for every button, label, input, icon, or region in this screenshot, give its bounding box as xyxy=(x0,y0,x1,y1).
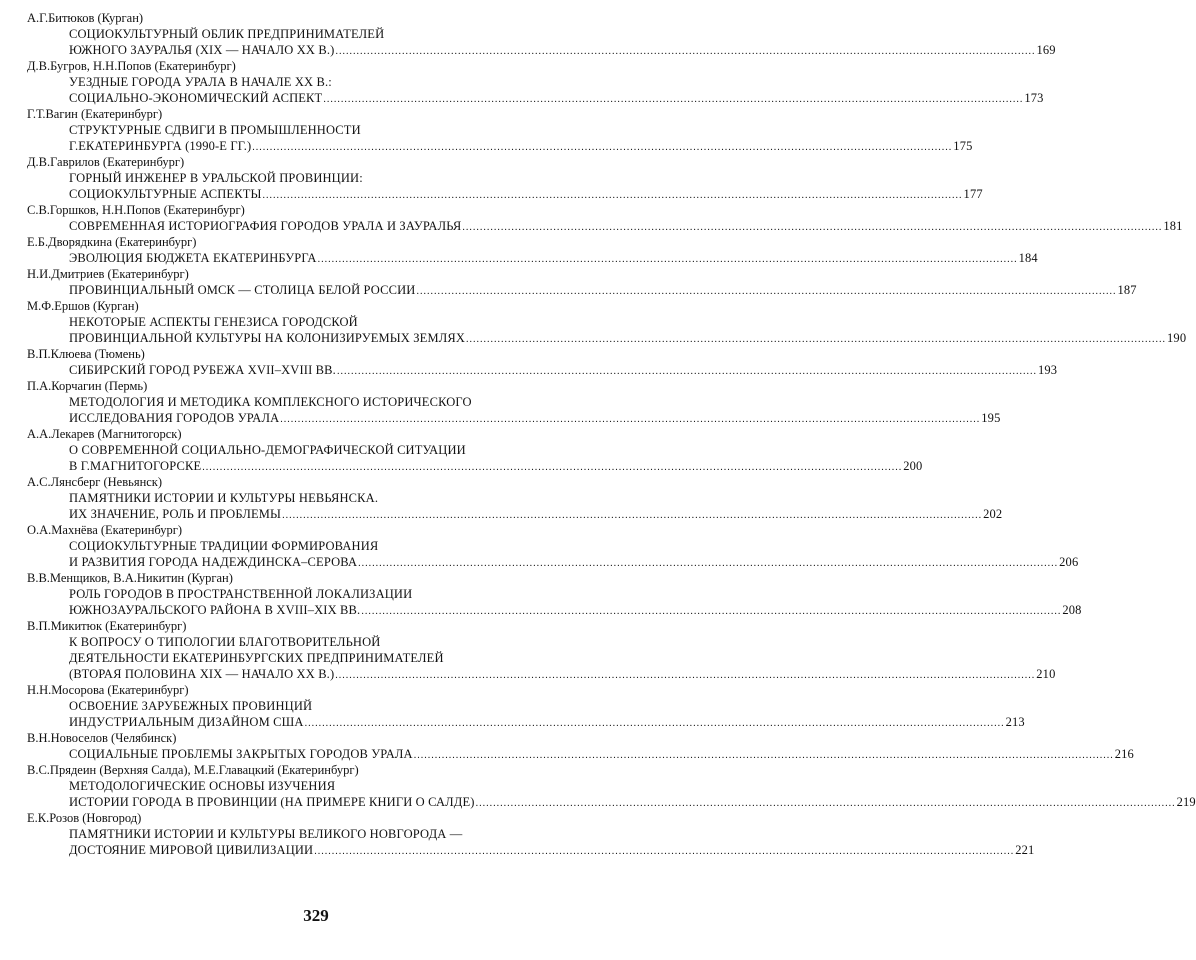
entry-author: В.П.Клюева (Тюмень) xyxy=(27,347,145,361)
entry-title-line xyxy=(69,554,1079,570)
entry-title-line: ДЕЯТЕЛЬНОСТИ ЕКАТЕРИНБУРГСКИХ ПРЕДПРИНИМАТЕЛЕЙ xyxy=(69,651,444,665)
entry-title-line xyxy=(69,138,973,154)
toc-entry xyxy=(27,570,1082,618)
entry-title-line xyxy=(69,458,923,474)
entry-author: В.Н.Новоселов (Челябинск) xyxy=(27,731,177,745)
entry-title-line xyxy=(69,602,1082,618)
entry-page-number: 173 xyxy=(1024,91,1044,105)
entry-author: В.В.Менщиков, В.А.Никитин (Курган) xyxy=(27,571,233,585)
entry-author: А.А.Лекарев (Магнитогорск) xyxy=(27,427,182,441)
entry-page-number: 213 xyxy=(1005,715,1025,729)
entry-title-line: МЕТОДОЛОГИЧЕСКИЕ ОСНОВЫ ИЗУЧЕНИЯ xyxy=(69,779,336,793)
entry-title-text: СИБИРСКИЙ ГОРОД РУБЕЖА XVII–XVIII ВВ. xyxy=(69,363,336,377)
toc-entry xyxy=(27,730,1134,762)
entry-title-line xyxy=(69,218,1183,234)
entry-title-line: ПАМЯТНИКИ ИСТОРИИ И КУЛЬТУРЫ ВЕЛИКОГО НОВГОРОДА — xyxy=(69,827,463,841)
toc-entry xyxy=(27,154,983,202)
entry-title-line xyxy=(69,330,1187,346)
entry-page-number: 193 xyxy=(1037,363,1058,377)
entry-page-number: 202 xyxy=(983,507,1003,521)
toc-entry xyxy=(27,474,1003,522)
dot-leader: ........................................................................................................................................................................................................ xyxy=(280,414,981,425)
dot-leader: ........................................................................................................................................................................................................ xyxy=(317,254,1018,265)
entry-title-line: УЕЗДНЫЕ ГОРОДА УРАЛА В НАЧАЛЕ XX В.: xyxy=(69,75,332,89)
dot-leader: ........................................................................................................................................................................................................ xyxy=(416,286,1117,297)
entry-author: О.А.Махнёва (Екатеринбург) xyxy=(27,523,183,537)
entry-author: В.П.Микитюк (Екатеринбург) xyxy=(27,619,187,633)
entry-title-line xyxy=(69,42,1056,58)
entry-author: Д.В.Бугров, Н.Н.Попов (Екатеринбург) xyxy=(27,59,236,73)
toc-entry xyxy=(27,682,1025,730)
entry-title-line xyxy=(69,794,1196,810)
entry-title-line xyxy=(69,666,1056,682)
entry-author: Н.И.Дмитриев (Екатеринбург) xyxy=(27,267,189,281)
dot-leader: ........................................................................................................................................................................................................ xyxy=(252,142,953,153)
toc-entry xyxy=(27,762,1196,810)
entry-author: Н.Н.Мосорова (Екатеринбург) xyxy=(27,683,189,697)
entry-title-line: МЕТОДОЛОГИЯ И МЕТОДИКА КОМПЛЕКСНОГО ИСТОРИЧЕСКОГО xyxy=(69,395,472,409)
entry-page-number: 219 xyxy=(1176,795,1196,809)
entry-page-number: 195 xyxy=(981,411,1001,425)
entry-title-text: Г.ЕКАТЕРИНБУРГА (1990-Е ГГ.) xyxy=(69,139,252,153)
dot-leader: ........................................................................................................................................................................................................ xyxy=(336,366,1037,377)
dot-leader: ........................................................................................................................................................................................................ xyxy=(335,46,1036,57)
entry-title-text: ДОСТОЯНИЕ МИРОВОЙ ЦИВИЛИЗАЦИИ xyxy=(69,843,314,857)
entry-page-number: 200 xyxy=(903,459,923,473)
entry-title-line xyxy=(69,714,1025,730)
toc-entry xyxy=(27,810,1035,858)
entry-author: П.А.Корчагин (Пермь) xyxy=(27,379,148,393)
entry-page-number: 181 xyxy=(1163,219,1183,233)
entry-author: В.С.Прядеин (Верхняя Салда), М.Е.Главацкий (Екатеринбург) xyxy=(27,763,359,777)
entry-page-number: 190 xyxy=(1167,331,1187,345)
entry-page-number: 177 xyxy=(963,187,983,201)
dot-leader: ........................................................................................................................................................................................................ xyxy=(413,750,1114,761)
entry-title-text: ЮЖНОЗАУРАЛЬСКОГО РАЙОНА В XVIII–XIX ВВ. xyxy=(69,603,361,617)
dot-leader: ........................................................................................................................................................................................................ xyxy=(314,846,1015,857)
toc-entry xyxy=(27,202,1183,234)
dot-leader: ........................................................................................................................................................................................................ xyxy=(323,94,1024,105)
entry-title-text: (ВТОРАЯ ПОЛОВИНА XIX — НАЧАЛО XX В.) xyxy=(69,667,335,681)
entry-page-number: 187 xyxy=(1117,283,1137,297)
entry-author: М.Ф.Ершов (Курган) xyxy=(27,299,139,313)
toc-entry xyxy=(27,266,1137,298)
entry-page-number: 210 xyxy=(1036,667,1056,681)
entry-title-text: СОВРЕМЕННАЯ ИСТОРИОГРАФИЯ ГОРОДОВ УРАЛА И ЗАУРАЛЬЯ xyxy=(69,219,462,233)
entry-title-line xyxy=(69,282,1137,298)
dot-leader: ........................................................................................................................................................................................................ xyxy=(202,462,903,473)
entry-author: Д.В.Гаврилов (Екатеринбург) xyxy=(27,155,185,169)
entry-title-line xyxy=(69,250,1038,266)
entry-page-number: 175 xyxy=(953,139,973,153)
entry-author: А.Г.Битюков (Курган) xyxy=(27,11,144,25)
entry-author: А.С.Лянсберг (Невьянск) xyxy=(27,475,163,489)
entry-title-text: ПРОВИНЦИАЛЬНОЙ КУЛЬТУРЫ НА КОЛОНИЗИРУЕМЫХ ЗЕМЛЯХ xyxy=(69,331,466,345)
dot-leader: ........................................................................................................................................................................................................ xyxy=(282,510,983,521)
entry-title-line xyxy=(69,362,1058,378)
toc-entry xyxy=(27,346,1058,378)
entry-page-number: 216 xyxy=(1114,747,1134,761)
toc-entry xyxy=(27,106,973,154)
entry-page-number: 208 xyxy=(1062,603,1082,617)
dot-leader: ........................................................................................................................................................................................................ xyxy=(475,798,1176,809)
entry-title-line: ГОРНЫЙ ИНЖЕНЕР В УРАЛЬСКОЙ ПРОВИНЦИИ: xyxy=(69,171,363,185)
entry-page-number: 221 xyxy=(1015,843,1035,857)
toc-entry xyxy=(27,426,923,474)
entry-title-text: ИСТОРИИ ГОРОДА В ПРОВИНЦИИ (НА ПРИМЕРЕ КНИГИ О САЛДЕ) xyxy=(69,795,475,809)
entry-title-text: ИХ ЗНАЧЕНИЕ, РОЛЬ И ПРОБЛЕМЫ xyxy=(69,507,282,521)
dot-leader: ........................................................................................................................................................................................................ xyxy=(361,606,1062,617)
toc-entry xyxy=(27,298,1187,346)
entry-title-line xyxy=(69,506,1003,522)
dot-leader: ........................................................................................................................................................................................................ xyxy=(262,190,963,201)
entry-title-text: СОЦИОКУЛЬТУРНЫЕ АСПЕКТЫ xyxy=(69,187,262,201)
toc-entry xyxy=(27,10,1056,58)
entry-title-line xyxy=(69,90,1044,106)
entry-title-line xyxy=(69,842,1035,858)
entry-title-text: СОЦИАЛЬНЫЕ ПРОБЛЕМЫ ЗАКРЫТЫХ ГОРОДОВ УРАЛА xyxy=(69,747,413,761)
entry-title-text: ИССЛЕДОВАНИЯ ГОРОДОВ УРАЛА xyxy=(69,411,280,425)
entry-title-line xyxy=(69,410,1001,426)
entry-title-text: ЭВОЛЮЦИЯ БЮДЖЕТА ЕКАТЕРИНБУРГА xyxy=(69,251,317,265)
toc-entry xyxy=(27,58,1044,106)
entry-title-text: И РАЗВИТИЯ ГОРОДА НАДЕЖДИНСКА–СЕРОВА xyxy=(69,555,358,569)
entry-title-text: СОЦИАЛЬНО-ЭКОНОМИЧЕСКИЙ АСПЕКТ xyxy=(69,91,323,105)
toc-entry xyxy=(27,234,1038,266)
entry-title-line: К ВОПРОСУ О ТИПОЛОГИИ БЛАГОТВОРИТЕЛЬНОЙ xyxy=(69,635,381,649)
dot-leader: ........................................................................................................................................................................................................ xyxy=(304,718,1005,729)
entry-author: Е.Б.Дворядкина (Екатеринбург) xyxy=(27,235,197,249)
dot-leader: ........................................................................................................................................................................................................ xyxy=(462,222,1163,233)
entry-title-text: В Г.МАГНИТОГОРСКЕ xyxy=(69,459,202,473)
entry-page-number: 184 xyxy=(1018,251,1038,265)
entry-title-line: ОСВОЕНИЕ ЗАРУБЕЖНЫХ ПРОВИНЦИЙ xyxy=(69,699,313,713)
entry-author: Г.Т.Вагин (Екатеринбург) xyxy=(27,107,163,121)
toc-entry xyxy=(27,522,1079,570)
entry-title-text: ПРОВИНЦИАЛЬНЫЙ ОМСК — СТОЛИЦА БЕЛОЙ РОССИИ xyxy=(69,283,416,297)
entry-title-text: ЮЖНОГО ЗАУРАЛЬЯ (XIX — НАЧАЛО XX В.) xyxy=(69,43,335,57)
dot-leader: ........................................................................................................................................................................................................ xyxy=(466,334,1167,345)
dot-leader: ........................................................................................................................................................................................................ xyxy=(358,558,1059,569)
entry-title-line: СТРУКТУРНЫЕ СДВИГИ В ПРОМЫШЛЕННОСТИ xyxy=(69,123,361,137)
toc-entry xyxy=(27,378,1001,426)
entry-title-line: ПАМЯТНИКИ ИСТОРИИ И КУЛЬТУРЫ НЕВЬЯНСКА. xyxy=(69,491,379,505)
entry-title-text: ИНДУСТРИАЛЬНЫМ ДИЗАЙНОМ США xyxy=(69,715,304,729)
entry-author: С.В.Горшков, Н.Н.Попов (Екатеринбург) xyxy=(27,203,245,217)
page-number: 329 xyxy=(303,906,329,925)
toc-entry xyxy=(27,618,1056,682)
entry-title-line xyxy=(69,186,983,202)
entry-page-number: 169 xyxy=(1036,43,1056,57)
entry-page-number: 206 xyxy=(1059,555,1079,569)
entry-author: Е.К.Розов (Новгород) xyxy=(27,811,142,825)
dot-leader: ........................................................................................................................................................................................................ xyxy=(335,670,1036,681)
entry-title-line: О СОВРЕМЕННОЙ СОЦИАЛЬНО-ДЕМОГРАФИЧЕСКОЙ СИТУАЦИИ xyxy=(69,443,466,457)
entry-title-line: РОЛЬ ГОРОДОВ В ПРОСТРАНСТВЕННОЙ ЛОКАЛИЗАЦИИ xyxy=(69,587,413,601)
entry-title-line xyxy=(69,746,1134,762)
table-of-contents xyxy=(27,10,1196,858)
entry-title-line: НЕКОТОРЫЕ АСПЕКТЫ ГЕНЕЗИСА ГОРОДСКОЙ xyxy=(69,315,358,329)
entry-title-line: СОЦИОКУЛЬТУРНЫЙ ОБЛИК ПРЕДПРИНИМАТЕЛЕЙ xyxy=(69,27,385,41)
entry-title-line: СОЦИОКУЛЬТУРНЫЕ ТРАДИЦИИ ФОРМИРОВАНИЯ xyxy=(69,539,379,553)
